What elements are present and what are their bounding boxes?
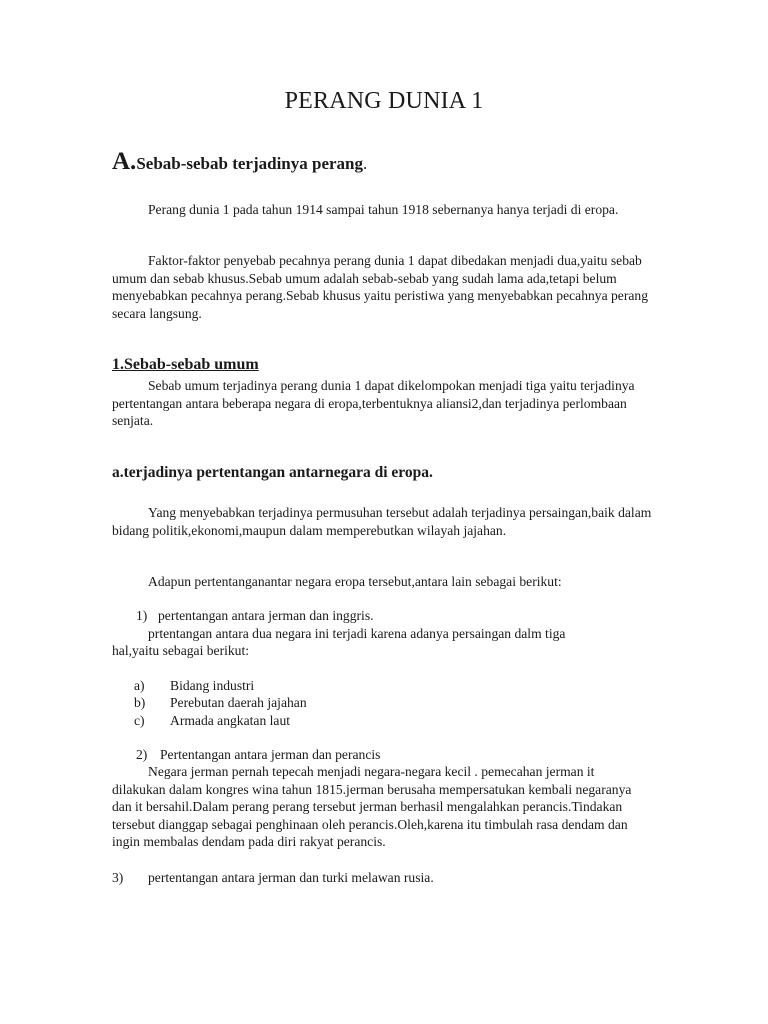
- list-item-1-line-2: hal,yaitu sebagai berikut:: [112, 643, 250, 658]
- subitem-c-text: Armada angkatan laut: [170, 713, 291, 728]
- subsection-a-heading: a.terjadinya pertentangan antarnegara di eropa.: [112, 464, 433, 481]
- subitem-a-marker: a): [134, 678, 145, 693]
- section-a-paragraph-1: Perang dunia 1 pada tahun 1914 sampai tahun 1918 sebernanya hanya terjadi di eropa.: [148, 202, 619, 217]
- list-item-2-marker: 2): [136, 747, 148, 762]
- subitem-b-marker: b): [134, 695, 146, 710]
- subsection-a-paragraph-2: Adapun pertentanganantar negara eropa tersebut,antara lain sebagai berikut:: [148, 574, 562, 589]
- list-item-3-label: pertentangan antara jerman dan turki melawan rusia.: [148, 870, 434, 885]
- section-a-heading: [112, 148, 367, 176]
- section-1-paragraph: Sebab umum terjadinya perang dunia 1 dapat dikelompokan menjadi tiga yaitu terjadinya pertentangan antara beberapa negara di eropa,terbentuknya aliansi2,dan terjadinya perlombaan senjata.: [112, 378, 635, 428]
- section-a-paragraph-2: Faktor-faktor penyebab pecahnya perang dunia 1 dapat dibedakan menjadi dua,yaitu sebab umum dan sebab khusus.Sebab umum adalah sebab-sebab yang sudah lama ada,tetapi belum menyebabkan pecahnya perang.Sebab khusus yaitu peristiwa yang menyebabkan pecahnya perang secara langsung.: [112, 253, 648, 321]
- document-title: PERANG DUNIA 1: [284, 88, 484, 114]
- section-a-heading-period: .: [363, 154, 368, 173]
- list-item-1-marker: 1): [136, 608, 148, 623]
- subitem-b-text: Perebutan daerah jajahan: [170, 695, 307, 710]
- section-a-heading-text: Sebab-sebab terjadinya perang: [136, 154, 363, 173]
- list-item-2-paragraph: Negara jerman pernah tepecah menjadi negara-negara kecil . pemecahan jerman it dilakukan dalam kongres wina tahun 1815.jerman berusaha mempersatukan kembali negaranya dan it bersahil.Dalam perang perang tersebut jerman berhasil mengalahkan perancis.Tindakan tersebut dianggap sebagai penghinaan oleh perancis.Oleh,karena itu timbulah rasa dendam dan ingin membalas dendam pada diri rakyat perancis.: [112, 764, 632, 849]
- list-item-3-marker: 3): [112, 870, 124, 885]
- subitem-c-marker: c): [134, 713, 145, 728]
- list-item-1-label: pertentangan antara jerman dan inggris.: [158, 608, 374, 623]
- list-item-2-label: Pertentangan antara jerman dan perancis: [160, 747, 381, 762]
- subsection-a-paragraph-1: Yang menyebabkan terjadinya permusuhan tersebut adalah terjadinya persaingan,baik dalam bidang politik,ekonomi,maupun dalam memperebutkan wilayah jajahan.: [112, 505, 652, 538]
- section-a-letter: A.: [112, 148, 137, 175]
- list-item-1-line-1: prtentangan antara dua negara ini terjadi karena adanya persaingan dalm tiga: [148, 626, 566, 641]
- subitem-a-text: Bidang industri: [170, 678, 255, 693]
- section-1-heading: 1.Sebab-sebab umum: [112, 356, 259, 373]
